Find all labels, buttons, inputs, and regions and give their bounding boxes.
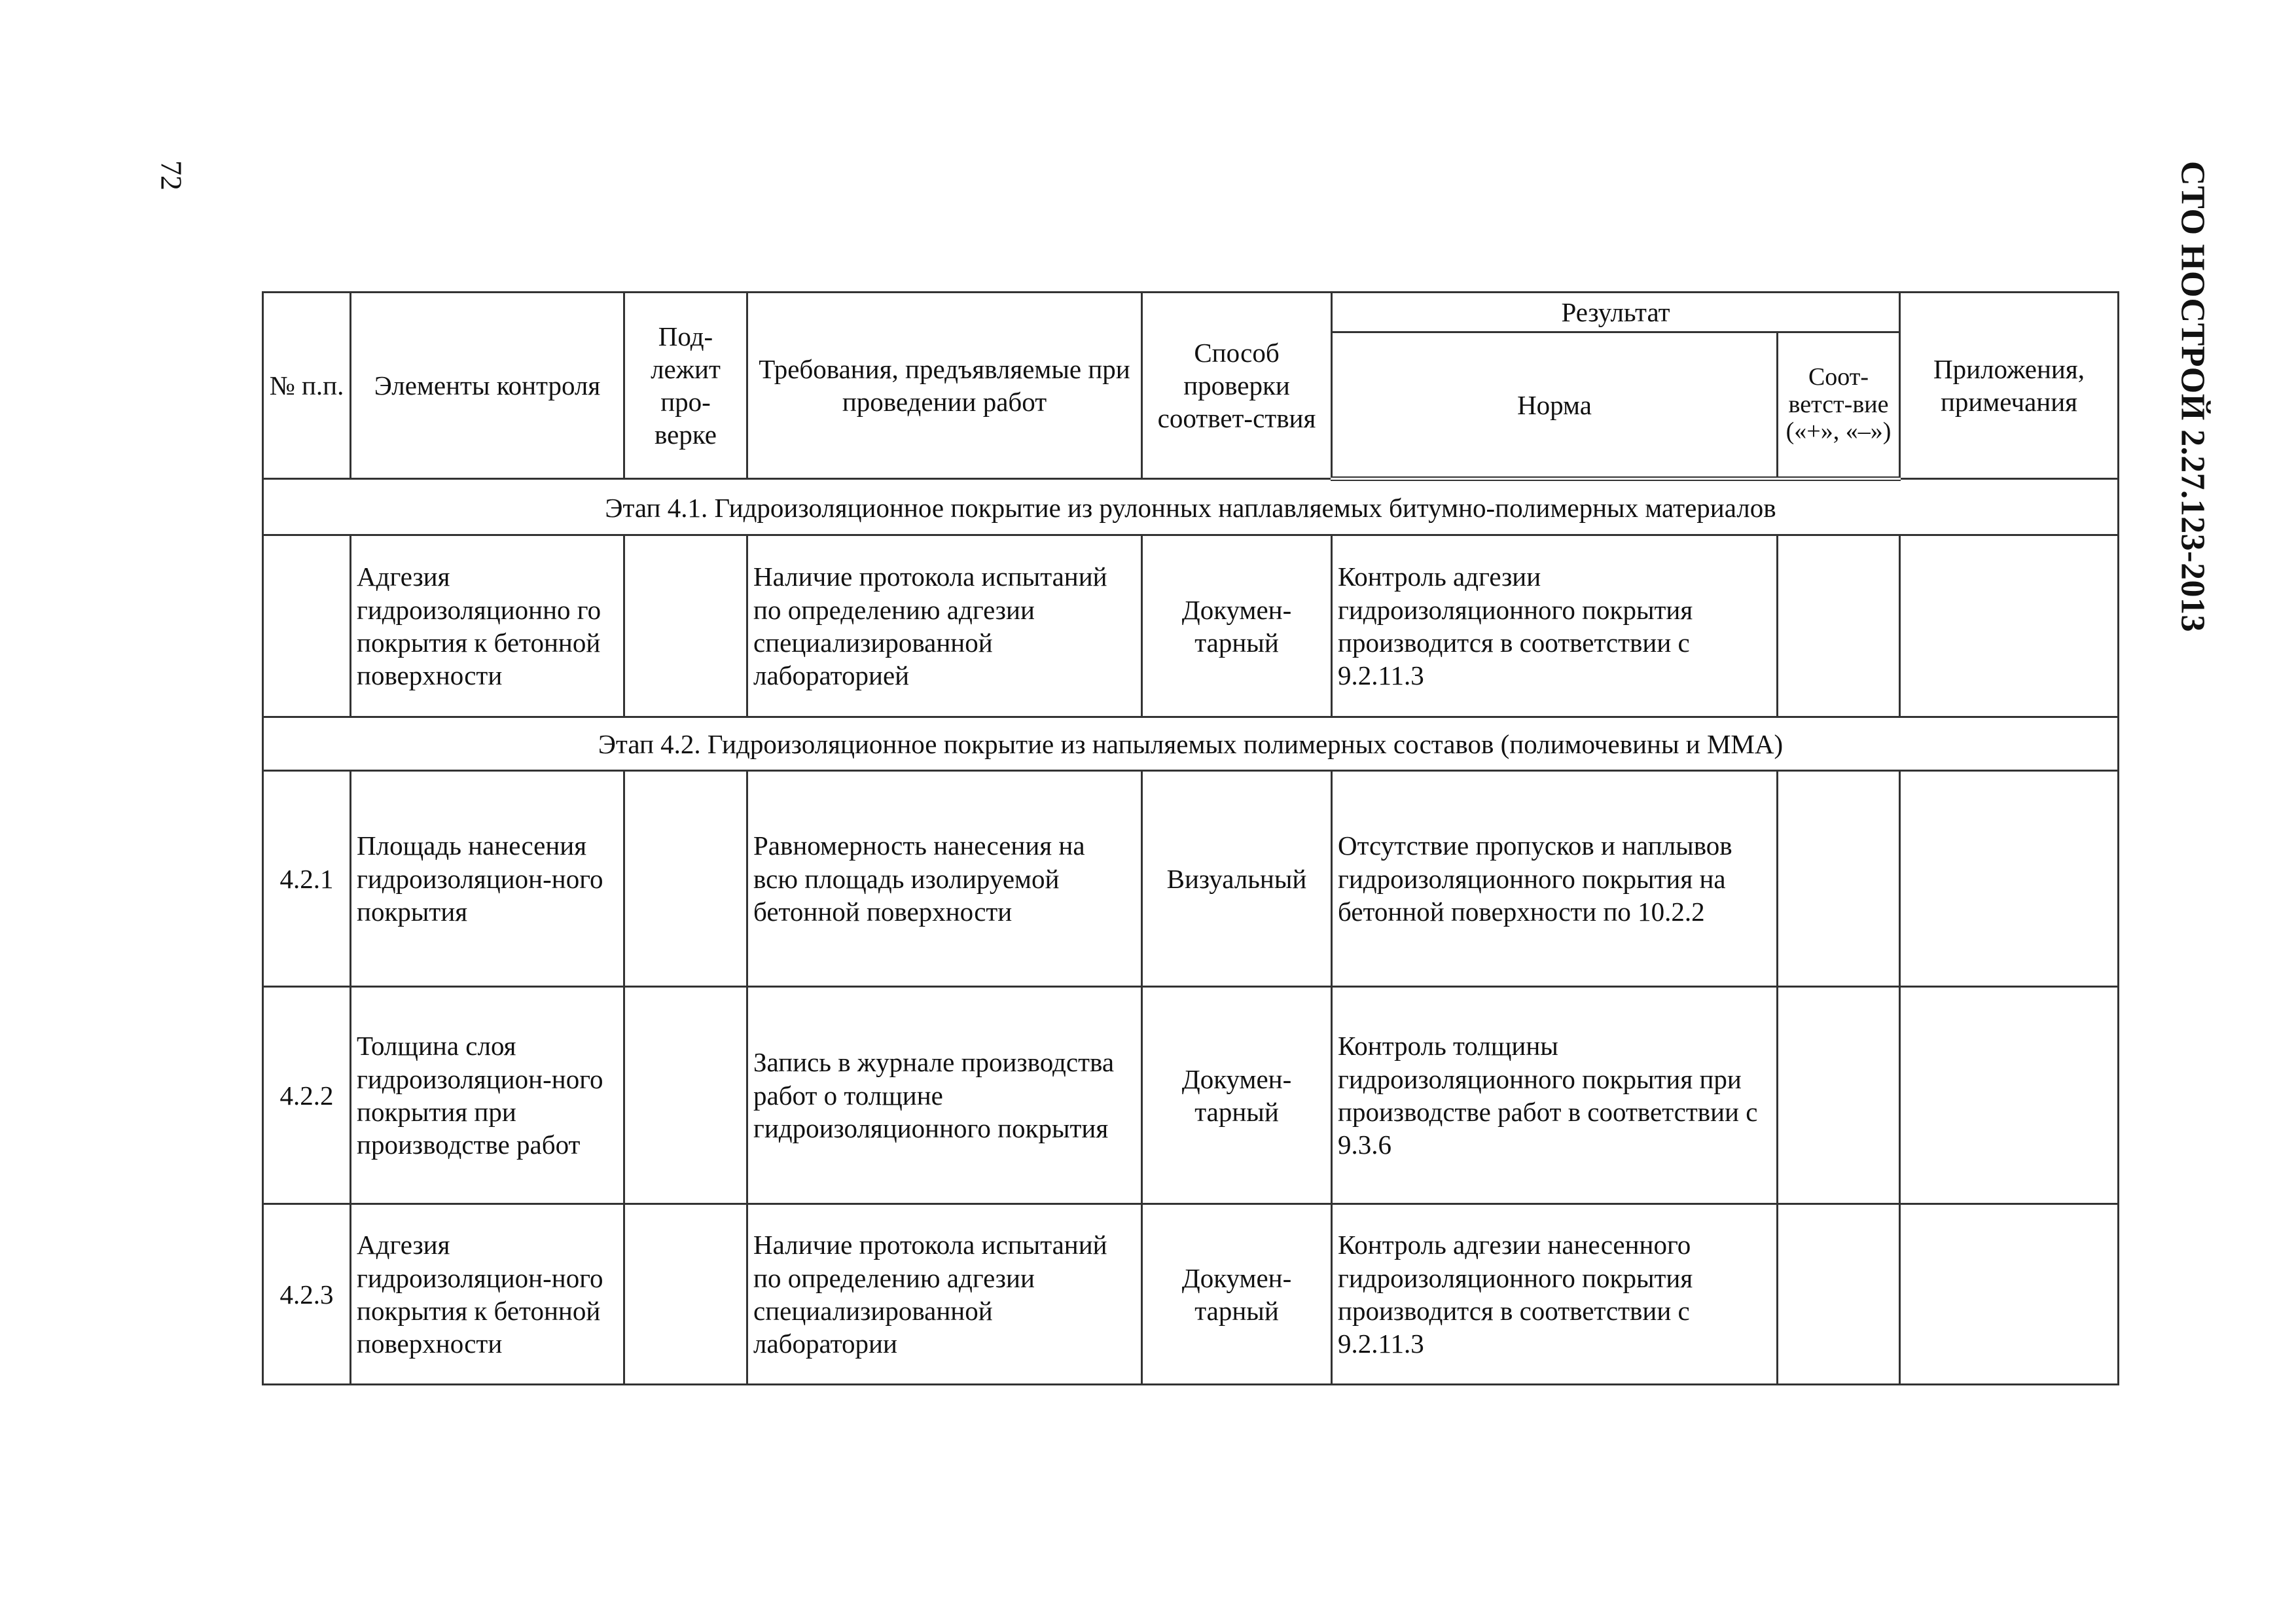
row-requirement: Запись в журнале производства работ о толщине гидроизоляционного покрытия (747, 987, 1142, 1204)
row-method: Докумен-тарный (1142, 1204, 1332, 1385)
header-result: Результат (1332, 293, 1900, 332)
row-norm: Контроль адгезии нанесенного гидроизоляционного покрытия производится в соответствии с 9.2.11.3 (1332, 1204, 1778, 1385)
row-notes (1900, 987, 2119, 1204)
document-code: СТО НОСТРОЙ 2.27.123-2013 (2174, 161, 2212, 632)
row-num: 4.2.1 (263, 771, 351, 987)
row-norm: Контроль толщины гидроизоляционного покрытия при производстве работ в соответствии с 9.3.6 (1332, 987, 1778, 1204)
table-row (263, 771, 2119, 987)
stage-title: Этап 4.2. Гидроизоляционное покрытие из напыляемых полимерных составов (полимочевины и ММА) (263, 717, 2119, 771)
header-compliance: Соот-ветст-вие («+», «–») (1778, 332, 1900, 479)
row-norm: Отсутствие пропусков и наплывов гидроизоляционного покрытия на бетонной поверхности по 10.2.2 (1332, 771, 1778, 987)
stage-title: Этап 4.1. Гидроизоляционное покрытие из рулонных наплавляемых битумно-полимерных материалов (263, 479, 2119, 535)
row-element: Адгезия гидроизоляционно го покрытия к бетонной поверхности (351, 535, 624, 717)
table-row (263, 987, 2119, 1204)
header-notes: Приложения, примечания (1900, 293, 2119, 479)
row-method: Докумен-тарный (1142, 987, 1332, 1204)
row-method: Визуальный (1142, 771, 1332, 987)
table-row (263, 1204, 2119, 1385)
row-requirement: Наличие протокола испытаний по определению адгезии специализированной лабораторией (747, 535, 1142, 717)
row-method: Докумен-тарный (1142, 535, 1332, 717)
row-element: Площадь нанесения гидроизоляцион-ного покрытия (351, 771, 624, 987)
row-norm: Контроль адгезии гидроизоляционного покрытия производится в соответствии с 9.2.11.3 (1332, 535, 1778, 717)
row-notes (1900, 771, 2119, 987)
header-num: № п.п. (263, 293, 351, 479)
row-subject (624, 771, 747, 987)
row-subject (624, 535, 747, 717)
row-notes (1900, 1204, 2119, 1385)
header-norm: Норма (1332, 332, 1778, 479)
row-element: Адгезия гидроизоляцион-ного покрытия к бетонной поверхности (351, 1204, 624, 1385)
row-compliance (1778, 987, 1900, 1204)
row-element: Толщина слоя гидроизоляцион-ного покрытия при производстве работ (351, 987, 624, 1204)
row-notes (1900, 535, 2119, 717)
header-requirements: Требования, предъявляемые при проведении работ (747, 293, 1142, 479)
control-table (262, 291, 2119, 1385)
header-method: Способ проверки соответ-ствия (1142, 293, 1332, 479)
row-num: 4.2.3 (263, 1204, 351, 1385)
page-number: 72 (154, 160, 188, 190)
row-num (263, 535, 351, 717)
row-requirement: Наличие протокола испытаний по определению адгезии специализированной лаборатории (747, 1204, 1142, 1385)
header-elements: Элементы контроля (351, 293, 624, 479)
row-compliance (1778, 1204, 1900, 1385)
row-compliance (1778, 771, 1900, 987)
row-subject (624, 1204, 747, 1385)
row-num: 4.2.2 (263, 987, 351, 1204)
row-subject (624, 987, 747, 1204)
row-compliance (1778, 535, 1900, 717)
row-requirement: Равномерность нанесения на всю площадь изолируемой бетонной поверхности (747, 771, 1142, 987)
table-row (263, 535, 2119, 717)
header-subject: Под-лежит про-верке (624, 293, 747, 479)
